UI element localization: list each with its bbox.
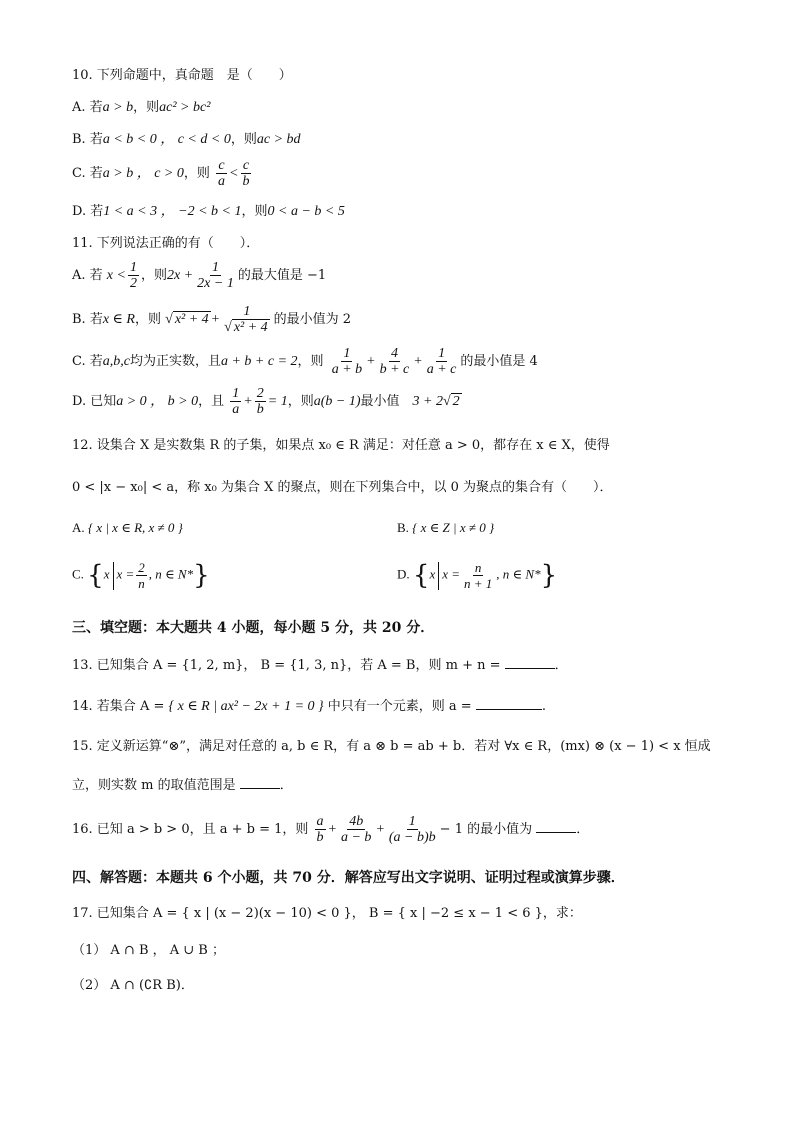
q11-c-tail: 的最小值是 4 bbox=[460, 354, 538, 369]
q11-stem: 11. 下列说法正确的有（ ）． bbox=[72, 236, 260, 251]
q10-a-prefix: A. 若 bbox=[72, 100, 103, 115]
frac-num: c bbox=[242, 158, 250, 173]
frac-num: 2 bbox=[256, 386, 264, 401]
q11-c-vars: a,b,c bbox=[102, 354, 130, 369]
q11-c-cond: a + b + c = 2 bbox=[220, 354, 298, 369]
q12-option-a bbox=[72, 520, 183, 536]
section-3-heading: 三、填空题：本大题共 4 小题，每小题 5 分，共 20 分． bbox=[72, 620, 435, 636]
q11-d-sqrt: 2 bbox=[452, 394, 460, 409]
q14-pre: 14. 若集合 A = bbox=[72, 699, 165, 714]
q11-b-cond: x ∈ R bbox=[102, 312, 135, 327]
q17-part2: （2） A ∩ (∁R B)． bbox=[72, 978, 194, 993]
q12-a-label: A. bbox=[72, 520, 85, 535]
q11-b-sqrt: x² + 4 bbox=[174, 312, 209, 327]
q16 bbox=[72, 814, 589, 845]
plus-sign: + bbox=[243, 394, 253, 409]
frac-den: b bbox=[316, 830, 324, 845]
q16-tail: − 1 的最小值为 bbox=[439, 822, 533, 837]
q11-d-expr: a(b − 1) bbox=[313, 394, 361, 409]
q10-option-a bbox=[72, 100, 210, 116]
frac-num: 4b bbox=[349, 814, 364, 829]
set-divider bbox=[438, 562, 439, 590]
frac-den: (a − b)b bbox=[388, 830, 436, 845]
q16-frac2 bbox=[339, 814, 373, 845]
q10-c-lt: < bbox=[229, 166, 239, 181]
q12-option-c bbox=[72, 560, 210, 591]
q15-end: ． bbox=[279, 778, 293, 793]
q12-c-label: C. bbox=[72, 566, 84, 582]
q10-b-concl: ac > bd bbox=[256, 132, 301, 147]
q11-b-mid: ，则 bbox=[134, 312, 161, 327]
sqrt-sign: √ bbox=[224, 320, 232, 335]
q11-d-frac2 bbox=[255, 386, 266, 417]
q11-b-frac bbox=[222, 304, 272, 335]
frac-den: 2x − 1 bbox=[197, 276, 234, 291]
q10-c-frac1 bbox=[216, 158, 227, 189]
frac-den: b bbox=[256, 402, 264, 417]
q16-frac1 bbox=[315, 814, 326, 845]
frac-num: 4 bbox=[390, 346, 398, 361]
q11-d-cond: a > 0 ， b > 0 bbox=[116, 394, 199, 409]
q14-set: { x ∈ R | ax² − 2x + 1 = 0 } bbox=[168, 699, 324, 714]
q13-answer-blank[interactable] bbox=[505, 656, 555, 669]
frac-den: a bbox=[218, 174, 226, 189]
q16-end: ． bbox=[576, 822, 590, 837]
frac-num: 1 bbox=[232, 386, 240, 401]
q11-d-prefix: D. 已知 bbox=[72, 394, 117, 409]
q16-answer-blank[interactable] bbox=[536, 820, 576, 833]
plus-sign: + bbox=[366, 354, 376, 369]
q11-a-frac2 bbox=[195, 260, 236, 291]
q17-part1: （1） A ∩ B ， A ∪ B ； bbox=[72, 943, 225, 958]
frac-den: a + b bbox=[331, 362, 363, 377]
q11-d-frac1 bbox=[230, 386, 241, 417]
q11-a-expr: 2x + bbox=[166, 268, 194, 283]
q12-d-frac bbox=[462, 560, 494, 591]
q12-option-d bbox=[397, 560, 557, 591]
frac-den: n + 1 bbox=[464, 576, 493, 591]
frac-den: a − b bbox=[340, 830, 372, 845]
q12-option-b bbox=[397, 520, 494, 536]
q11-c-prefix: C. 若 bbox=[72, 354, 103, 369]
q13-end: ． bbox=[554, 658, 568, 673]
q11-option-c bbox=[72, 346, 538, 377]
q15-line1: 15. 定义新运算“⊗”，满足对任意的 a, b ∈ R，有 a ⊗ b = ab + b．若对 ∀x ∈ R，(mx) ⊗ (x − 1) < x 恒成 bbox=[72, 739, 711, 754]
frac-num: 1 bbox=[211, 260, 219, 275]
q12-d-tail: , n ∈ N* bbox=[496, 566, 541, 582]
q11-option-b bbox=[72, 304, 351, 335]
plus-sign: + bbox=[413, 354, 423, 369]
q12-b-label: B. bbox=[397, 520, 409, 535]
q12-a-set: { x | x ∈ R, x ≠ 0 } bbox=[87, 520, 183, 535]
frac-num: c bbox=[218, 158, 225, 173]
q10-a-mid: ，则 bbox=[133, 100, 160, 115]
q10-d-mid: ，则 bbox=[241, 204, 268, 219]
q10-c-prefix: C. 若 bbox=[72, 166, 103, 181]
frac-num: a bbox=[316, 814, 324, 829]
q10-b-cond: a < b < 0 ， c < d < 0 bbox=[102, 132, 231, 147]
plus-sign: + bbox=[375, 822, 385, 837]
q12-d-left: x bbox=[429, 566, 436, 582]
q15-text: 立，则实数 m 的取值范围是 bbox=[72, 778, 236, 793]
q10-c-frac2 bbox=[240, 158, 251, 189]
q11-c-mid2: ，则 bbox=[297, 354, 324, 369]
q11-d-mid: ，且 bbox=[198, 394, 225, 409]
frac-den: a bbox=[232, 402, 240, 417]
frac-num: 1 bbox=[408, 814, 416, 829]
q11-b-frac-sqrt: x² + 4 bbox=[233, 320, 268, 335]
q11-d-eq: = 1 bbox=[267, 394, 288, 409]
frac-num: 1 bbox=[343, 346, 351, 361]
q11-a-tail: 的最大值是 −1 bbox=[237, 268, 327, 283]
q12-d-eqx: x = bbox=[442, 566, 461, 582]
plus-sign: + bbox=[327, 822, 337, 837]
q14 bbox=[72, 697, 546, 715]
set-divider bbox=[113, 562, 114, 590]
frac-den: a + c bbox=[426, 362, 457, 377]
q11-d-tail: 最小值 bbox=[360, 394, 413, 409]
q11-a-x: x < bbox=[106, 268, 126, 283]
frac-den bbox=[222, 320, 272, 335]
q11-c-frac2 bbox=[378, 346, 412, 377]
frac-den: b bbox=[242, 174, 250, 189]
q11-c-frac3 bbox=[425, 346, 459, 377]
q10-stem: 10. 下列命题中，真命题 是（ ） bbox=[72, 68, 292, 83]
q15-answer-blank[interactable] bbox=[240, 776, 280, 789]
q10-option-c bbox=[72, 158, 253, 189]
q17-stem: 17. 已知集合 A = { x | (x − 2)(x − 10) < 0 }， B = { x | −2 ≤ x − 1 < 6 }，求： bbox=[72, 906, 582, 921]
q12-b-set: { x ∈ Z | x ≠ 0 } bbox=[412, 520, 495, 535]
q10-a-cond: a > b bbox=[102, 100, 134, 115]
q11-d-mid2: ，则 bbox=[287, 394, 314, 409]
sqrt-sign: √ bbox=[442, 394, 451, 409]
q12-line1: 12. 设集合 X 是实数集 R 的子集，如果点 x₀ ∈ R 满足：对任意 a > 0，都存在 x ∈ X，使得 bbox=[72, 438, 610, 453]
q10-c-mid: ，则 bbox=[183, 166, 210, 181]
frac-den: b + c bbox=[379, 362, 410, 377]
q10-d-prefix: D. 若 bbox=[72, 204, 104, 219]
q12-d-label: D. bbox=[397, 566, 410, 582]
q14-end: . bbox=[541, 699, 546, 714]
q10-d-cond: 1 < a < 3 ， −2 < b < 1 bbox=[103, 204, 242, 219]
q11-option-a bbox=[72, 260, 326, 291]
q11-c-frac1 bbox=[330, 346, 364, 377]
q12-line2: 0 < |x − x₀| < a，称 x₀ 为集合 X 的聚点，则在下列集合中，以 0 为聚点的集合有（ ）． bbox=[72, 480, 613, 495]
left-brace: { bbox=[87, 560, 104, 591]
q11-a-prefix: A. 若 bbox=[72, 268, 103, 283]
q11-option-d bbox=[72, 386, 462, 417]
q16-pre: 16. 已知 a > b > 0，且 a + b = 1，则 bbox=[72, 822, 309, 837]
q11-a-mid: ，则 bbox=[140, 268, 167, 283]
frac-num: n bbox=[474, 560, 482, 575]
q15-line2 bbox=[72, 776, 293, 794]
q10-b-prefix: B. 若 bbox=[72, 132, 103, 147]
q16-frac3 bbox=[387, 814, 438, 845]
q12-c-tail: , n ∈ N* bbox=[148, 566, 194, 582]
q11-d-val: 3 + 2 bbox=[412, 394, 443, 409]
frac-num: 2 bbox=[138, 560, 145, 575]
right-brace: } bbox=[193, 560, 210, 591]
q10-a-concl: ac² > bc² bbox=[159, 100, 211, 115]
q10-d-concl: 0 < a − b < 5 bbox=[267, 204, 345, 219]
q10-option-d bbox=[72, 204, 345, 220]
q13 bbox=[72, 656, 568, 674]
q12-c-frac bbox=[136, 560, 147, 591]
q13-text: 13. 已知集合 A = {1, 2, m}， B = {1, 3, n}，若 A = B，则 m + n = bbox=[72, 658, 501, 673]
q11-a-frac1 bbox=[128, 260, 139, 291]
right-brace: } bbox=[540, 560, 558, 591]
left-brace: { bbox=[412, 560, 430, 591]
q10-option-b bbox=[72, 132, 301, 148]
sqrt-sign: √ bbox=[165, 312, 173, 327]
frac-num: 1 bbox=[129, 260, 137, 275]
q11-c-mid: 均为正实数，且 bbox=[129, 354, 221, 369]
frac-den: n bbox=[138, 576, 145, 591]
q14-post: 中只有一个元素，则 a = bbox=[327, 699, 472, 714]
q10-b-mid: ，则 bbox=[230, 132, 257, 147]
q12-c-left: x bbox=[103, 566, 110, 582]
frac-den: 2 bbox=[129, 276, 137, 291]
q12-c-eqx: x = bbox=[116, 566, 135, 582]
q11-b-prefix: B. 若 bbox=[72, 312, 103, 327]
section-4-heading: 四、解答题：本题共 6 个小题，共 70 分．解答应写出文字说明、证明过程或演算步骤． bbox=[72, 870, 625, 886]
q11-b-tail: 的最小值为 2 bbox=[273, 312, 352, 327]
frac-num: 1 bbox=[243, 304, 251, 319]
q11-b-plus: + bbox=[210, 312, 221, 327]
q10-c-cond: a > b ， c > 0 bbox=[102, 166, 184, 181]
q14-answer-blank[interactable] bbox=[476, 697, 542, 710]
frac-num: 1 bbox=[438, 346, 446, 361]
